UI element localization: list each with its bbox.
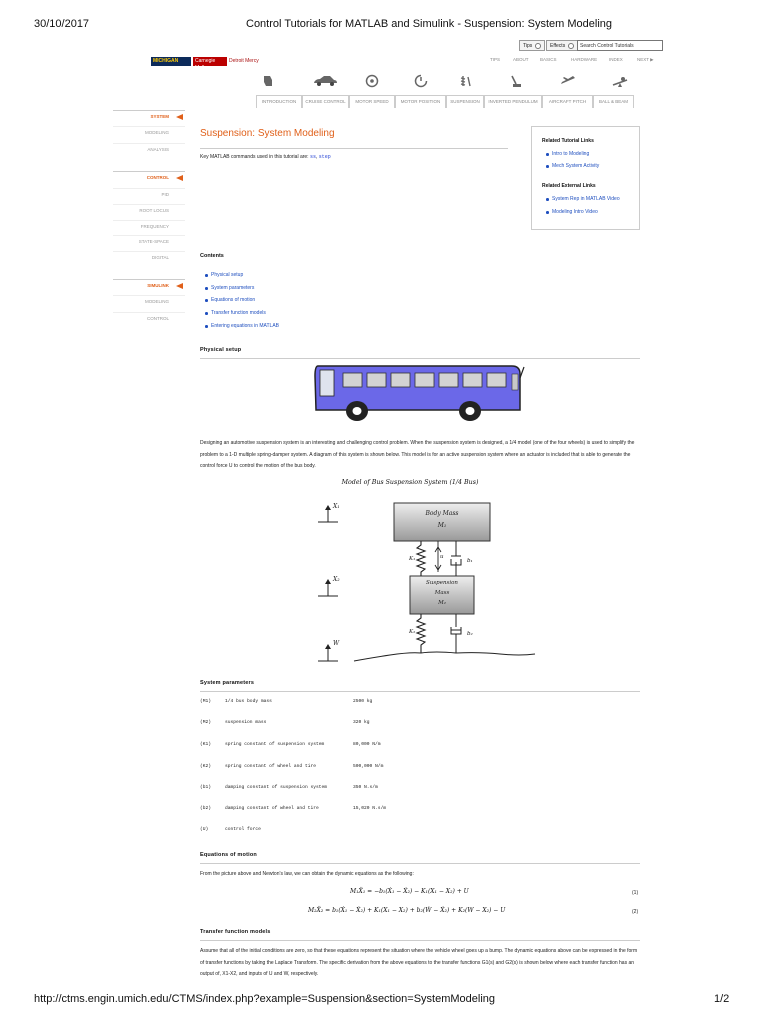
intro-label: Key MATLAB commands used in this tutorial are: <box>200 154 309 160</box>
x2-label: X₂ <box>333 576 340 583</box>
x1-label: X₁ <box>333 503 340 510</box>
contents-heading: Contents <box>200 253 224 259</box>
param-value: 320 kg <box>353 720 370 725</box>
param-value: 350 N.s/m <box>353 785 378 790</box>
b1-label: b₁ <box>467 558 473 564</box>
toc-entering-equations[interactable]: Entering equations in MATLAB <box>211 323 280 329</box>
transfer-divider <box>200 940 640 941</box>
equations-heading: Equations of motion <box>200 852 257 858</box>
nav-basics[interactable]: BASICS <box>540 57 557 62</box>
external-link-modeling-intro-video[interactable]: Modeling Intro Video <box>552 209 598 215</box>
external-link-system-rep-video[interactable]: System Rep in MATLAB Video <box>552 196 620 202</box>
command-ss[interactable]: ss <box>309 154 316 160</box>
physical-setup-divider <box>200 358 640 359</box>
sidebar-item-analysis[interactable]: ANALYSIS <box>113 143 185 155</box>
tab-motor-position[interactable]: MOTOR POSITION <box>395 96 446 108</box>
toc-equations-of-motion[interactable]: Equations of motion <box>211 297 256 303</box>
param-description: spring constant of wheel and tire <box>225 764 316 769</box>
pendulum-icon[interactable] <box>506 74 526 92</box>
body-mass-label: Body Mass <box>425 510 459 517</box>
equation-2-number: (2) <box>632 909 639 915</box>
toc-system-parameters[interactable]: System parameters <box>211 285 255 291</box>
param-row <box>200 764 640 772</box>
effects-label: Effects <box>550 43 566 49</box>
physical-setup-text: Designing an automotive suspension system is an interesting and challenging control problem. When the suspension system is designed, a 1/4 model (one of the four wheels) is used to simplify the problem to a 1-D multiple spring-damper system. A diagram of this system is shown below. This model is for an active suspension system where an actuator is included that is able to generate the control force U to control the motion of the bus body. <box>200 440 635 469</box>
param-value: 2500 kg <box>353 699 373 704</box>
tab-inverted-pendulum[interactable]: INVERTED PENDULUM <box>484 96 542 108</box>
param-description: damping constant of suspension system <box>225 785 327 790</box>
print-date: 30/10/2017 <box>34 18 90 30</box>
w-label: W <box>333 640 340 647</box>
example-menu <box>256 95 634 107</box>
suspension-mass-label-1: Suspension <box>426 580 458 586</box>
toc-transfer-function[interactable]: Transfer function models <box>211 310 266 316</box>
transfer-heading: Transfer function models <box>200 929 271 935</box>
aircraft-icon[interactable] <box>558 74 578 92</box>
command-step[interactable]: step <box>318 154 331 160</box>
m2-label: M₂ <box>438 600 446 606</box>
suspension-icon[interactable] <box>456 74 476 92</box>
equation-1-number: (1) <box>632 890 639 896</box>
suspension-mass-label-2: Mass <box>434 590 450 596</box>
equations-divider <box>200 863 640 864</box>
param-description: suspension mass <box>225 720 267 725</box>
related-external-heading: Related External Links <box>542 183 596 189</box>
equation-1: M₁Ẍ₁ = −b₁(Ẋ₁ − Ẋ₂) − K₁(X₁ − X₂) + U <box>350 888 469 895</box>
print-page-number: 1/2 <box>714 993 730 1005</box>
k1-label: K₁ <box>409 556 416 562</box>
tab-cruise-control[interactable]: CRUISE CONTROL <box>302 96 349 108</box>
nav-hardware[interactable]: HARDWARE <box>571 57 598 62</box>
param-row <box>200 699 640 707</box>
param-symbol: (b1) <box>200 785 212 790</box>
sidebar-item-root-locus[interactable]: ROOT LOCUS <box>113 204 185 216</box>
nav-next[interactable]: NEXT ▶ <box>637 57 654 62</box>
sidebar-item-system[interactable]: SYSTEM <box>113 110 185 122</box>
detroit-mercy-logo[interactable]: Detroit Mercy <box>229 58 259 64</box>
b2-label: b₂ <box>467 631 473 637</box>
param-symbol: (b2) <box>200 806 212 811</box>
search-input[interactable]: Search Control Tutorials <box>577 40 663 51</box>
param-row <box>200 785 640 793</box>
param-symbol: (K2) <box>200 764 212 769</box>
tips-toggle[interactable] <box>519 40 545 51</box>
motor-position-icon[interactable] <box>411 74 431 92</box>
sidebar-item-simulink-control[interactable]: CONTROL <box>113 312 185 324</box>
related-tutorial-heading: Related Tutorial Links <box>542 138 594 144</box>
sidebar-item-pid[interactable]: PID <box>113 188 185 200</box>
param-symbol: (M2) <box>200 720 212 725</box>
tab-aircraft-pitch[interactable]: AIRCRAFT PITCH <box>542 96 593 108</box>
param-symbol: (U) <box>200 827 209 832</box>
example-icons <box>258 74 634 92</box>
sidebar-item-modeling[interactable]: MODELING <box>113 126 185 138</box>
equations-intro: From the picture above and Newton's law, we can obtain the dynamic equations as the following: <box>200 871 414 877</box>
effects-toggle[interactable] <box>546 40 578 51</box>
tab-motor-speed[interactable]: MOTOR SPEED <box>349 96 395 108</box>
diagram-title: Model of Bus Suspension System (1/4 Bus) <box>341 479 479 486</box>
print-title: Control Tutorials for MATLAB and Simulink - Suspension: System Modeling <box>246 18 613 30</box>
top-toolbar <box>519 40 663 52</box>
param-description: 1/4 bus body mass <box>225 699 272 704</box>
intro-separator: , <box>315 154 318 160</box>
param-row <box>200 720 640 728</box>
param-description: damping constant of wheel and tire <box>225 806 319 811</box>
print-url: http://ctms.engin.umich.edu/CTMS/index.php?example=Suspension&section=SystemModeling <box>34 993 496 1005</box>
sidebar-item-state-space[interactable]: STATE-SPACE <box>113 235 185 247</box>
nav-tips[interactable]: TIPS <box>490 57 501 62</box>
intro-text <box>200 154 331 160</box>
effects-checkbox[interactable] <box>568 43 574 49</box>
suspension-diagram <box>310 496 550 666</box>
sidebar-item-simulink[interactable]: SIMULINK <box>113 279 185 291</box>
param-value: 500,000 N/m <box>353 764 384 769</box>
title-divider <box>200 148 508 149</box>
u-label: u <box>440 554 444 560</box>
m1-label: M₁ <box>437 522 447 529</box>
motor-speed-icon[interactable] <box>362 74 382 92</box>
nav-index[interactable]: INDEX <box>609 57 623 62</box>
nav-about[interactable]: ABOUT <box>513 57 529 62</box>
sidebar-item-digital[interactable]: DIGITAL <box>113 251 185 263</box>
tips-checkbox[interactable] <box>535 43 541 49</box>
equation-2: M₂Ẍ₂ = b₁(Ẋ₁ − Ẋ₂) + K₁(X₁ − X₂) + b₂(Ẇ − Ẋ₂) + K₂(W − X₂) − U <box>308 907 506 914</box>
system-parameters-divider <box>200 691 640 692</box>
param-symbol: (M1) <box>200 699 212 704</box>
param-row <box>200 806 640 814</box>
param-description: control force <box>225 827 261 832</box>
sidebar-item-control[interactable]: CONTROL <box>113 171 185 183</box>
page-title: Suspension: System Modeling <box>200 128 335 139</box>
cmu-logo[interactable]: Carnegie Mellon <box>193 57 227 66</box>
physical-setup-heading: Physical setup <box>200 347 242 353</box>
tab-suspension[interactable]: SUSPENSION <box>446 96 484 108</box>
param-value: 15,020 N.s/m <box>353 806 387 811</box>
intro-icon[interactable] <box>258 74 278 92</box>
related-link-intro-modeling[interactable]: Intro to Modeling <box>552 151 590 157</box>
related-link-mech-activity[interactable]: Mech System Activity <box>552 163 600 169</box>
related-links-box <box>531 126 640 230</box>
param-value: 80,000 N/m <box>353 742 381 747</box>
param-symbol: (K1) <box>200 742 212 747</box>
param-row <box>200 827 640 835</box>
tab-introduction[interactable]: INTRODUCTION <box>256 96 302 108</box>
tab-ball-beam[interactable]: BALL & BEAM <box>593 96 634 108</box>
toc-physical-setup[interactable]: Physical setup <box>211 272 244 278</box>
bus-illustration <box>312 364 528 424</box>
umich-logo[interactable]: MICHIGAN <box>151 57 191 66</box>
car-icon[interactable] <box>310 74 340 92</box>
system-parameters-heading: System parameters <box>200 680 255 686</box>
sidebar-item-frequency[interactable]: FREQUENCY <box>113 220 185 232</box>
tips-label: Tips <box>523 43 533 49</box>
ball-beam-icon[interactable] <box>610 74 630 92</box>
param-description: spring constant of suspension system <box>225 742 325 747</box>
print-header <box>0 18 768 32</box>
k2-label: K₂ <box>409 629 416 635</box>
sidebar-item-simulink-modeling[interactable]: MODELING <box>113 295 185 307</box>
param-row <box>200 742 640 750</box>
transfer-text: Assume that all of the initial conditions are zero, so that these equations represent the situation where the vehicle wheel goes up a bump. The dynamic equations above can be expressed in the form of transfer functions by taking the Laplace Transform. The specific derivation from the above equations to the transfer functions G1(s) and G2(s) is shown below where each transfer function has an output of, X1-X2, and inputs of U and W, respectively. <box>200 948 638 977</box>
